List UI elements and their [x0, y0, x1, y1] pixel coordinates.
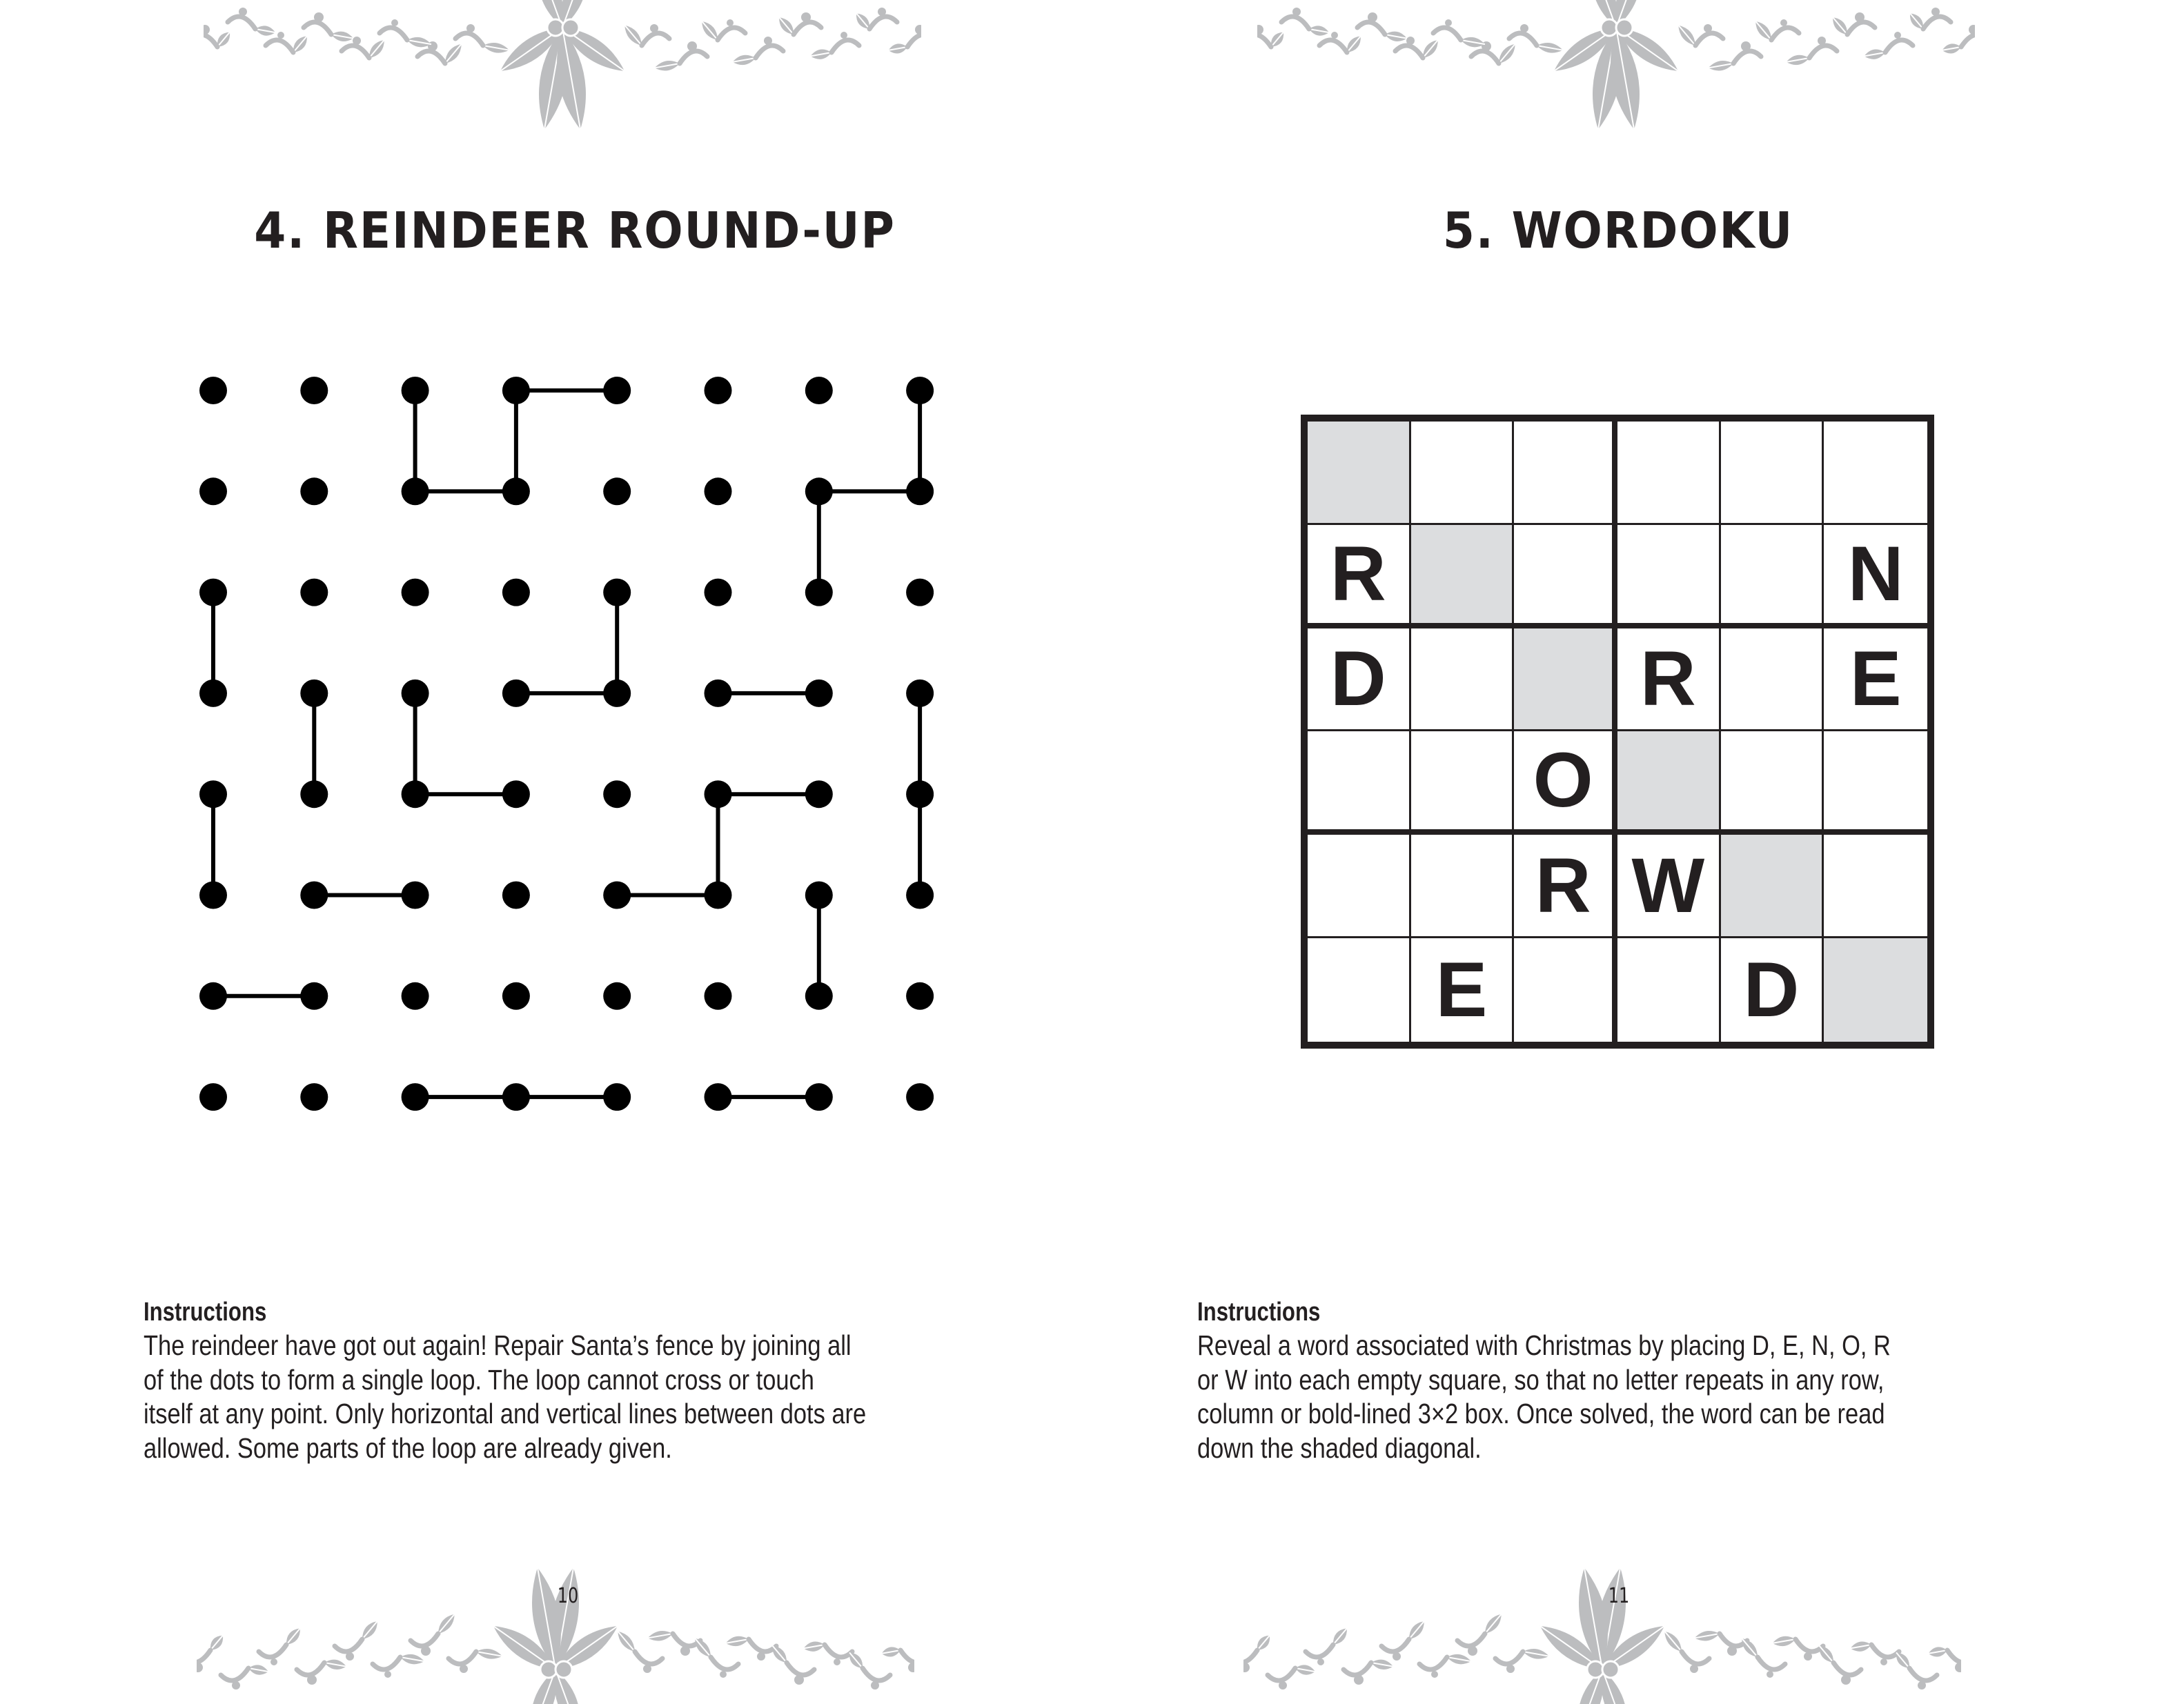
- cell-letter: D: [1330, 635, 1386, 722]
- grid-cell[interactable]: [1411, 938, 1515, 1042]
- dot[interactable]: [906, 477, 934, 505]
- grid-cell[interactable]: [1824, 628, 1927, 732]
- dot[interactable]: [402, 680, 429, 707]
- dot[interactable]: [906, 579, 934, 606]
- dot[interactable]: [603, 982, 631, 1010]
- shaded-cell[interactable]: [1514, 628, 1617, 732]
- dot[interactable]: [300, 882, 328, 909]
- grid-cell[interactable]: [1721, 422, 1824, 525]
- dot-loop-puzzle[interactable]: [199, 377, 934, 1111]
- cell-letter: R: [1330, 530, 1386, 617]
- dot[interactable]: [805, 579, 833, 606]
- instructions-line: column or bold-lined 3×2 box. Once solved, the word can be read: [1197, 1398, 1885, 1429]
- dot[interactable]: [805, 780, 833, 808]
- dot[interactable]: [199, 780, 227, 808]
- dot[interactable]: [603, 1083, 631, 1111]
- shaded-cell[interactable]: [1721, 835, 1824, 938]
- cell-letter: N: [1847, 530, 1904, 617]
- grid-cell[interactable]: [1824, 525, 1927, 628]
- dot[interactable]: [199, 477, 227, 505]
- dot[interactable]: [502, 377, 530, 404]
- dot[interactable]: [906, 982, 934, 1010]
- dot[interactable]: [502, 780, 530, 808]
- dot[interactable]: [805, 882, 833, 909]
- grid-cell[interactable]: [1514, 422, 1617, 525]
- dot[interactable]: [199, 1083, 227, 1111]
- dot[interactable]: [805, 377, 833, 404]
- dot[interactable]: [906, 680, 934, 707]
- dot[interactable]: [705, 579, 732, 606]
- holly-ornament-top-right: [1257, 0, 1975, 131]
- puzzle-title-5: 5. WORDOKU: [1442, 201, 1794, 259]
- shaded-cell[interactable]: [1411, 525, 1515, 628]
- dot[interactable]: [502, 477, 530, 505]
- dot[interactable]: [199, 982, 227, 1010]
- instructions-line: or W into each empty square, so that no letter repeats in any row,: [1197, 1363, 1885, 1396]
- cell-letter: R: [1535, 842, 1591, 929]
- dot[interactable]: [402, 579, 429, 606]
- instructions-heading: Instructions: [1197, 1298, 1321, 1327]
- grid-cell[interactable]: [1824, 731, 1927, 835]
- grid-cell[interactable]: [1617, 938, 1721, 1042]
- grid-cell[interactable]: [1514, 938, 1617, 1042]
- dot[interactable]: [402, 882, 429, 909]
- dot[interactable]: [603, 680, 631, 707]
- dot[interactable]: [906, 780, 934, 808]
- instructions-line: allowed. Some parts of the loop are already given.: [144, 1431, 672, 1464]
- dot[interactable]: [502, 982, 530, 1010]
- dot[interactable]: [199, 680, 227, 707]
- cell-letter: E: [1849, 635, 1902, 722]
- instructions-body: [144, 1329, 1013, 1465]
- grid-cell[interactable]: [1721, 628, 1824, 732]
- instructions-line: of the dots to form a single loop. The loop cannot cross or touch: [144, 1363, 814, 1396]
- dot[interactable]: [199, 882, 227, 909]
- dot[interactable]: [300, 1083, 328, 1111]
- dot[interactable]: [906, 377, 934, 404]
- dot[interactable]: [402, 1083, 429, 1111]
- cell-letter: W: [1631, 842, 1705, 929]
- grid-cell[interactable]: [1514, 525, 1617, 628]
- left-page: [0, 0, 1092, 1695]
- dot[interactable]: [705, 377, 732, 404]
- dot[interactable]: [705, 680, 732, 707]
- dot[interactable]: [300, 377, 328, 404]
- dot[interactable]: [805, 1083, 833, 1111]
- dot[interactable]: [402, 780, 429, 808]
- grid-cell[interactable]: [1514, 835, 1617, 938]
- dot[interactable]: [300, 780, 328, 808]
- grid-cell[interactable]: [1411, 422, 1515, 525]
- holly-icon: [1257, 0, 1975, 131]
- instructions-line: itself at any point. Only horizontal and vertical lines between dots are: [144, 1398, 867, 1429]
- grid-cell[interactable]: [1824, 835, 1927, 938]
- dot[interactable]: [199, 377, 227, 404]
- dot[interactable]: [805, 680, 833, 707]
- cell-letter: R: [1640, 635, 1696, 722]
- dot[interactable]: [502, 680, 530, 707]
- grid-cell[interactable]: [1617, 835, 1721, 938]
- grid-cell[interactable]: [1411, 835, 1515, 938]
- dot[interactable]: [300, 982, 328, 1010]
- right-page: [1092, 0, 2183, 1695]
- dot[interactable]: [603, 780, 631, 808]
- puzzle-title-4: 4. REINDEER ROUND-UP: [254, 201, 896, 259]
- shaded-cell[interactable]: [1308, 422, 1411, 525]
- grid-cell[interactable]: [1514, 731, 1617, 835]
- dot[interactable]: [402, 377, 429, 404]
- dot[interactable]: [603, 579, 631, 606]
- dot[interactable]: [502, 579, 530, 606]
- grid-cell[interactable]: [1411, 628, 1515, 732]
- grid-cell[interactable]: [1308, 835, 1411, 938]
- dot[interactable]: [906, 1083, 934, 1111]
- grid-cell[interactable]: [1617, 422, 1721, 525]
- dot[interactable]: [805, 982, 833, 1010]
- dot[interactable]: [603, 882, 631, 909]
- grid-cell[interactable]: [1308, 628, 1411, 732]
- dot[interactable]: [705, 477, 732, 505]
- dot[interactable]: [402, 982, 429, 1010]
- dot[interactable]: [502, 1083, 530, 1111]
- grid-cell[interactable]: [1721, 731, 1824, 835]
- grid-cell[interactable]: [1308, 731, 1411, 835]
- dot[interactable]: [300, 477, 328, 505]
- holly-icon: [204, 0, 921, 131]
- grid-cell[interactable]: [1411, 731, 1515, 835]
- page-number: 11: [1608, 1584, 1630, 1608]
- dot[interactable]: [502, 882, 530, 909]
- dot[interactable]: [705, 780, 732, 808]
- holly-ornament-top-left: [204, 0, 921, 131]
- dot[interactable]: [402, 477, 429, 505]
- dot[interactable]: [705, 1083, 732, 1111]
- dot[interactable]: [906, 882, 934, 909]
- grid-cell[interactable]: [1721, 938, 1824, 1042]
- dot[interactable]: [603, 477, 631, 505]
- instructions-heading: Instructions: [144, 1298, 267, 1327]
- dot[interactable]: [705, 882, 732, 909]
- grid-cell[interactable]: [1617, 628, 1721, 732]
- instructions-line: The reindeer have got out again! Repair Santa’s fence by joining all: [144, 1329, 852, 1361]
- page-number: 10: [557, 1584, 579, 1608]
- grid-cell[interactable]: [1824, 422, 1927, 525]
- grid-cell[interactable]: [1617, 525, 1721, 628]
- cell-letter: E: [1435, 947, 1488, 1033]
- instructions-line: Reveal a word associated with Christmas by placing D, E, N, O, R: [1197, 1329, 1891, 1361]
- grid-cell[interactable]: [1721, 525, 1824, 628]
- grid-cell[interactable]: [1308, 938, 1411, 1042]
- cell-letter: D: [1743, 947, 1800, 1033]
- cell-letter: O: [1533, 737, 1593, 824]
- dot[interactable]: [300, 680, 328, 707]
- shaded-cell[interactable]: [1824, 938, 1927, 1042]
- wordoku-grid[interactable]: [1301, 415, 1934, 1049]
- dot[interactable]: [705, 982, 732, 1010]
- dot[interactable]: [805, 477, 833, 505]
- instructions-left: [144, 1297, 1041, 1465]
- instructions-line: down the shaded diagonal.: [1197, 1431, 1482, 1464]
- dot[interactable]: [300, 579, 328, 606]
- shaded-cell[interactable]: [1617, 731, 1721, 835]
- instructions-body: [1197, 1329, 2067, 1465]
- dot[interactable]: [199, 579, 227, 606]
- dot-loop-canvas[interactable]: [199, 377, 934, 1111]
- grid-cell[interactable]: [1308, 525, 1411, 628]
- instructions-right: [1197, 1297, 2094, 1465]
- dot[interactable]: [603, 377, 631, 404]
